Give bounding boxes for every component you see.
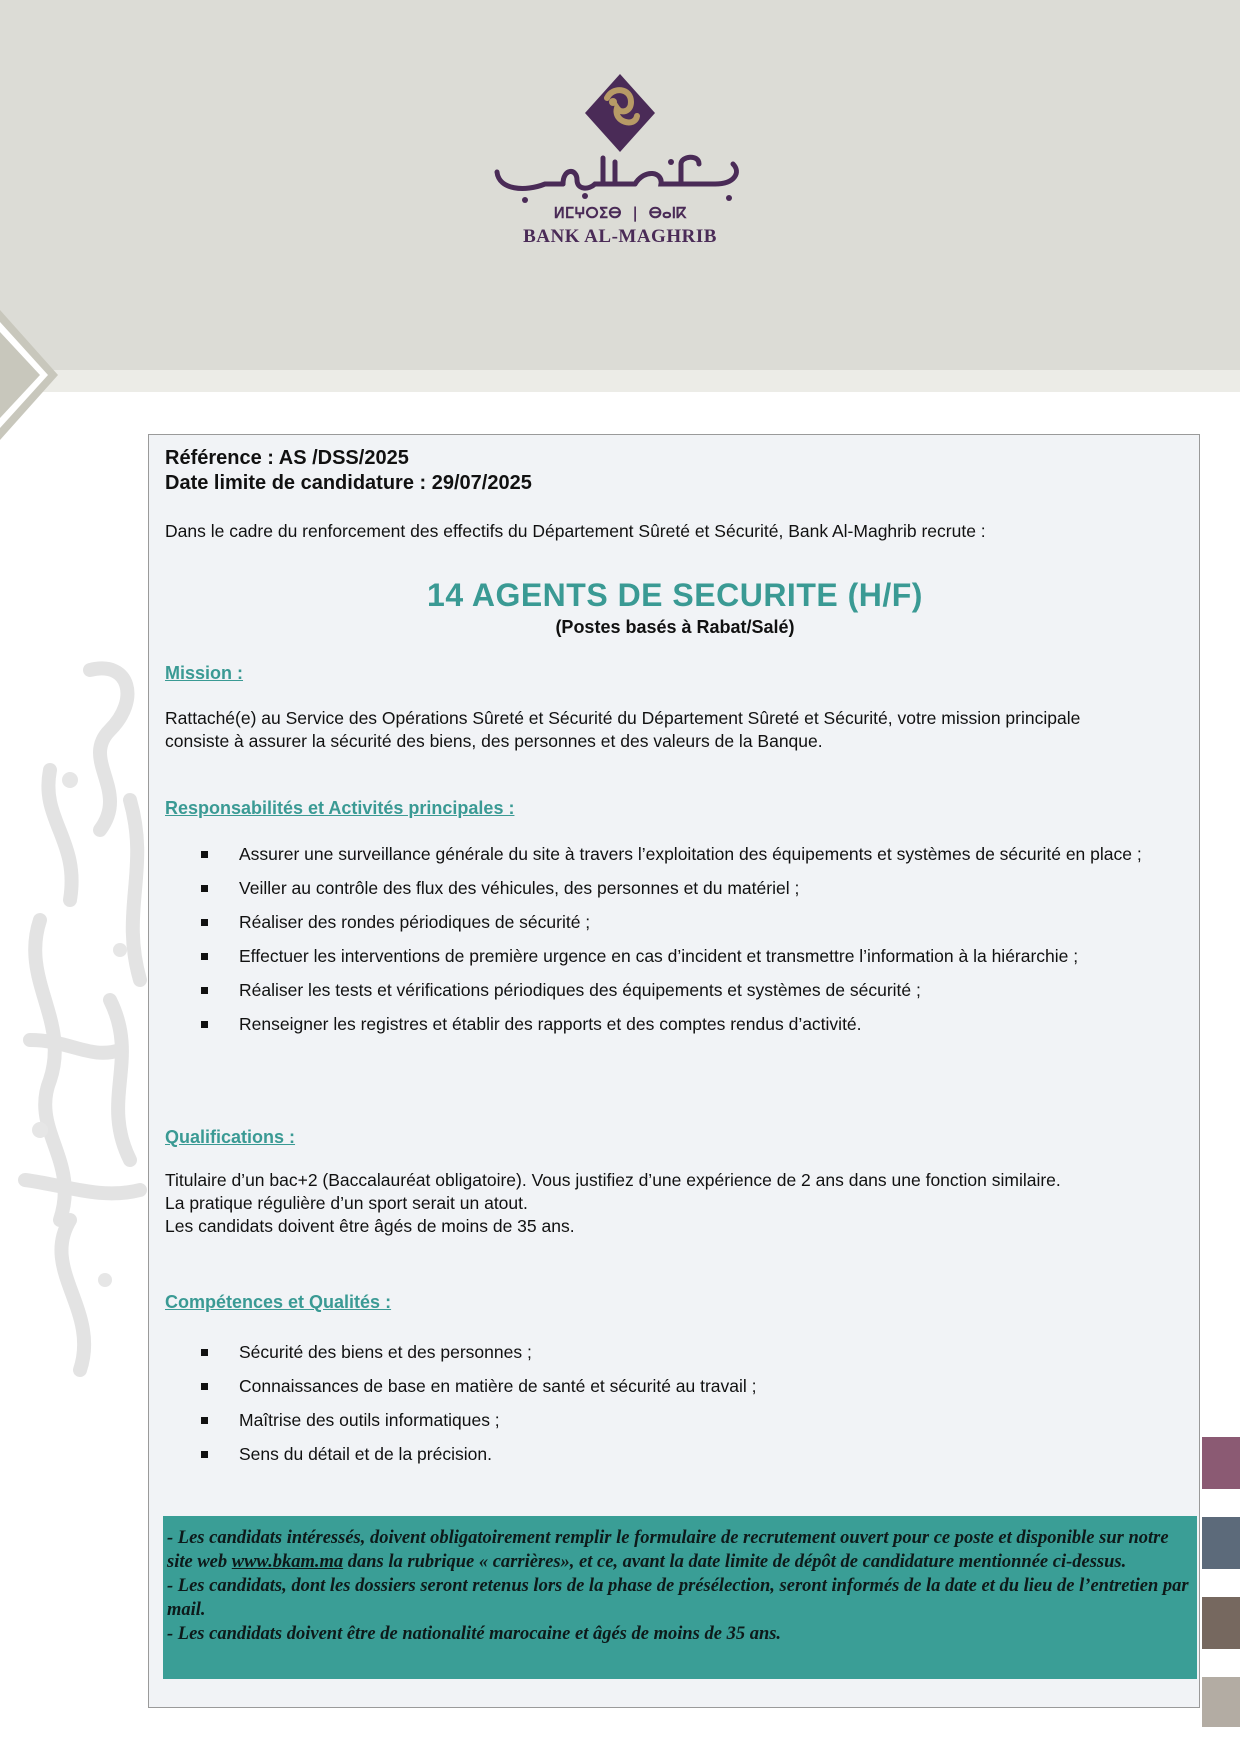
job-posting-box xyxy=(148,434,1200,1708)
bullet-icon xyxy=(201,953,208,960)
bullet-icon xyxy=(201,1451,208,1458)
website-link[interactable]: www.bkam.ma xyxy=(231,1552,344,1572)
mission-line: consiste à assurer la sécurité des biens, des personnes et des valeurs de la Banque. xyxy=(165,731,823,751)
calligraphy-watermark xyxy=(10,660,160,1380)
list-item: Maîtrise des outils informatiques ; xyxy=(201,1403,1171,1437)
qualifications-heading: Qualifications : xyxy=(165,1127,296,1147)
reference-line: Référence : AS /DSS/2025 xyxy=(165,447,409,469)
qualification-line: La pratique régulière d’un sport serait un atout. xyxy=(165,1193,528,1213)
bank-emblem-icon xyxy=(485,68,755,223)
intro-text: Dans le cadre du renforcement des effectifs du Département Sûreté et Sécurité, Bank Al-Maghrib recrute : xyxy=(165,521,986,541)
color-swatch-2 xyxy=(1202,1517,1240,1569)
application-notice xyxy=(163,1516,1197,1679)
color-swatch-3 xyxy=(1202,1597,1240,1649)
bullet-icon xyxy=(201,885,208,892)
list-item: Sens du détail et de la précision. xyxy=(201,1437,1171,1471)
job-title: 14 AGENTS DE SECURITE (H/F) xyxy=(427,577,923,613)
bank-name-latin: BANK AL-MAGHRIB xyxy=(523,226,717,247)
bullet-icon xyxy=(201,987,208,994)
bullet-icon xyxy=(201,1383,208,1390)
bullet-icon xyxy=(201,1349,208,1356)
header-strip xyxy=(0,370,1240,392)
list-item: Effectuer les interventions de première urgence en cas d’incident et transmettre l’information à la hiérarchie ; xyxy=(201,939,1171,973)
notice-paragraph-2: - Les candidats, dont les dossiers seront retenus lors de la phase de présélection, seront informés de la date et du lieu de l’entretien par mail. xyxy=(167,1576,1189,1620)
list-item: Assurer une surveillance générale du site à travers l’exploitation des équipements et systèmes de sécurité en place ; xyxy=(201,837,1171,871)
bullet-icon xyxy=(201,919,208,926)
list-item: Connaissances de base en matière de santé et sécurité au travail ; xyxy=(201,1369,1171,1403)
qualification-line: Titulaire d’un bac+2 (Baccalauréat obligatoire). Vous justifiez d’une expérience de 2 ans dans une fonction similaire. xyxy=(165,1170,1061,1190)
mission-line: Rattaché(e) au Service des Opérations Sûreté et Sécurité du Département Sûreté et Sécurité, votre mission principale xyxy=(165,708,1081,728)
deadline-line: Date limite de candidature : 29/07/2025 xyxy=(165,472,532,494)
list-item: Réaliser les tests et vérifications périodiques des équipements et systèmes de sécurité ; xyxy=(201,973,1171,1007)
mission-heading: Mission : xyxy=(165,663,244,683)
list-item: Renseigner les registres et établir des rapports et des comptes rendus d’activité. xyxy=(201,1007,1171,1041)
notice-paragraph-3: - Les candidats doivent être de nationalité marocaine et âgés de moins de 35 ans. xyxy=(167,1624,782,1644)
list-item: Veiller au contrôle des flux des véhicules, des personnes et du matériel ; xyxy=(201,871,1171,905)
color-swatch-1 xyxy=(1202,1437,1240,1489)
qualifications-text xyxy=(165,1169,1165,1238)
competences-heading: Compétences et Qualités : xyxy=(165,1292,392,1312)
mission-text xyxy=(165,707,1165,753)
competences-list xyxy=(201,1335,1171,1471)
bank-logo xyxy=(485,68,755,258)
notice-paragraph-1: - Les candidats intéressés, doivent obligatoirement remplir le formulaire de recrutement ouvert pour ce poste et disponible sur notre site web www.bkam.ma dans la rubrique « carrières», et ce, avant la date limite de dépôt de candidature mentionnée ci-dessus. xyxy=(167,1528,1169,1572)
bullet-icon xyxy=(201,851,208,858)
job-location: (Postes basés à Rabat/Salé) xyxy=(555,617,795,637)
bullet-icon xyxy=(201,1417,208,1424)
list-item: Sécurité des biens et des personnes ; xyxy=(201,1335,1171,1369)
svg-text:ⵍⵎⵖⵔⵉⴱ | ⴱⴰⵏⴽ: ⵍⵎⵖⵔⵉⴱ | ⴱⴰⵏⴽ xyxy=(553,204,687,222)
bullet-icon xyxy=(201,1021,208,1028)
color-swatch-4 xyxy=(1202,1677,1240,1727)
responsibilities-list xyxy=(201,837,1171,1041)
responsibilities-heading: Responsabilités et Activités principales : xyxy=(165,798,515,818)
list-item: Réaliser des rondes périodiques de sécurité ; xyxy=(201,905,1171,939)
side-chevron-decoration xyxy=(0,310,70,440)
qualification-line: Les candidats doivent être âgés de moins de 35 ans. xyxy=(165,1216,575,1236)
